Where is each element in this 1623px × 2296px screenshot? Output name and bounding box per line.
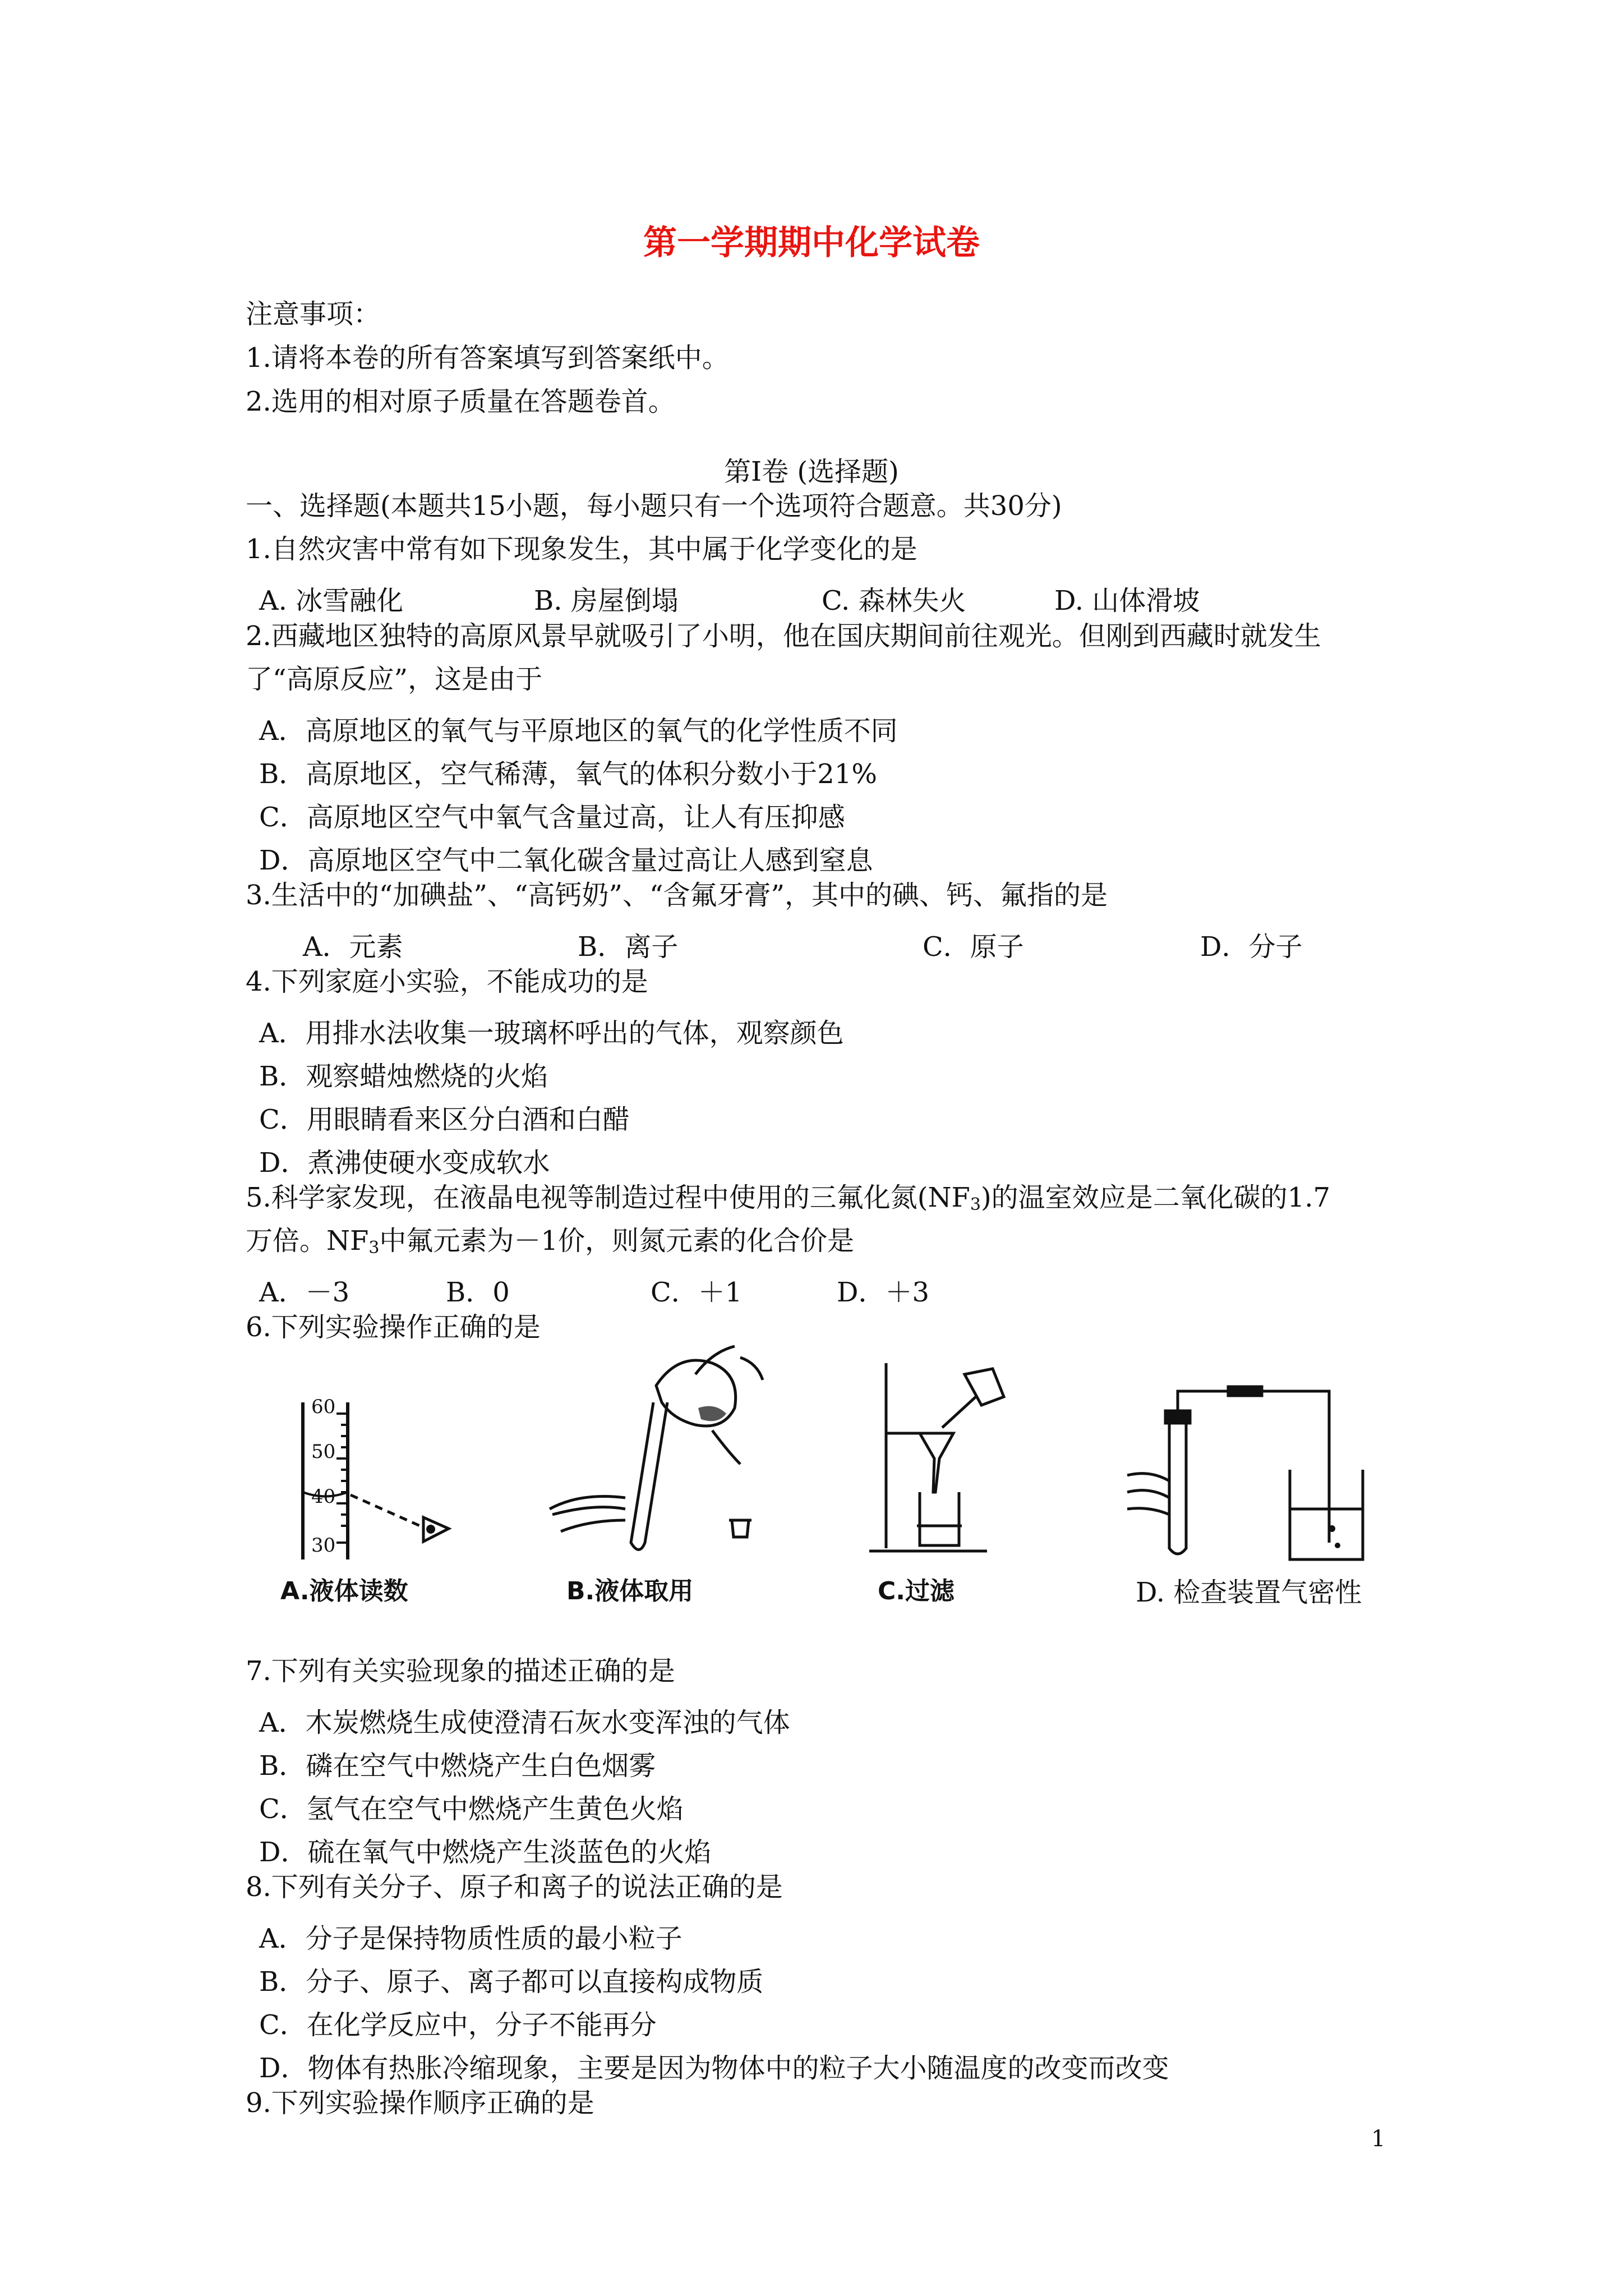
question-7-stem: 7.下列有关实验现象的描述正确的是 xyxy=(246,1655,675,1687)
q7-option-b: B．磷在空气中燃烧产生白色烟雾 xyxy=(259,1750,656,1782)
q5-stem-part: 中氟元素为－1价，则氮元素的化合价是 xyxy=(379,1225,854,1257)
q5-subscript: 3 xyxy=(970,1195,981,1214)
scale-tick: 30 xyxy=(311,1534,336,1557)
q3-option-b: B．离子 xyxy=(578,931,679,963)
figure-filtration xyxy=(864,1358,1021,1565)
q7-option-a: A．木炭燃烧生成使澄清石灰水变浑浊的气体 xyxy=(259,1707,790,1738)
question-6-stem: 6.下列实验操作正确的是 xyxy=(246,1312,541,1343)
q5-subscript: 3 xyxy=(368,1238,380,1258)
notice-item-2: 2.选用的相对原子质量在答题卷首。 xyxy=(246,386,675,417)
question-2-stem-line2: 了“高原反应”，这是由于 xyxy=(246,664,543,695)
q4-option-a: A．用排水法收集一玻璃杯呼出的气体，观察颜色 xyxy=(259,1018,844,1049)
q1-option-a: A. 冰雪融化 xyxy=(259,585,404,616)
q8-option-d: D．物体有热胀冷缩现象，主要是因为物体中的粒子大小随温度的改变而改变 xyxy=(259,2053,1169,2084)
scale-tick: 40 xyxy=(311,1485,336,1508)
q1-option-d: D. 山体滑坡 xyxy=(1054,585,1200,616)
figure-caption-c: C.过滤 xyxy=(878,1577,955,1605)
q7-option-c: C．氢气在空气中燃烧产生黄色火焰 xyxy=(259,1793,684,1825)
notice-heading: 注意事项： xyxy=(246,298,381,330)
q8-option-a: A．分子是保持物质性质的最小粒子 xyxy=(259,1923,683,1954)
question-3-stem: 3.生活中的“加碘盐”、“高钙奶”、“含氟牙膏”，其中的碘、钙、氟指的是 xyxy=(246,880,1108,911)
q7-option-d: D．硫在氧气中燃烧产生淡蓝色的火焰 xyxy=(259,1837,712,1868)
q5-option-c: C．＋1 xyxy=(651,1277,743,1308)
question-8-stem: 8.下列有关分子、原子和离子的说法正确的是 xyxy=(246,1871,783,1903)
q2-option-b: B．高原地区，空气稀薄，氧气的体积分数小于21% xyxy=(259,758,877,790)
q5-stem-part: 万倍。NF xyxy=(246,1225,369,1257)
q1-option-b: B. 房屋倒塌 xyxy=(534,585,679,616)
question-5-stem-line1 xyxy=(246,1184,1330,1213)
q3-option-a: A．元素 xyxy=(303,931,403,963)
figure-airtightness xyxy=(1116,1380,1380,1565)
part-title: 第Ⅰ卷 (选择题) xyxy=(724,456,899,487)
figure-caption-a: A.液体读数 xyxy=(280,1577,408,1605)
q5-stem-part: )的温室效应是二氧化碳的1.7 xyxy=(980,1182,1331,1213)
figure-liquid-taking xyxy=(527,1341,774,1565)
page-title: 第一学期期中化学试卷 xyxy=(643,223,980,263)
q4-option-b: B．观察蜡烛燃烧的火焰 xyxy=(259,1061,548,1092)
scale-tick: 60 xyxy=(311,1396,336,1418)
q2-option-d: D．高原地区空气中二氧化碳含量过高让人感到窒息 xyxy=(259,845,873,876)
question-5-stem-line2 xyxy=(246,1227,854,1257)
q4-option-d: D．煮沸使硬水变成软水 xyxy=(259,1147,550,1179)
question-4-stem: 4.下列家庭小实验，不能成功的是 xyxy=(246,966,648,997)
q2-option-a: A．高原地区的氧气与平原地区的氧气的化学性质不同 xyxy=(259,715,898,747)
q5-option-a: A．－3 xyxy=(259,1277,350,1308)
scale-tick: 50 xyxy=(311,1441,336,1463)
q2-option-c: C．高原地区空气中氧气含量过高，让人有压抑感 xyxy=(259,802,845,833)
figure-caption-b: B.液体取用 xyxy=(566,1577,694,1605)
question-9-stem: 9.下列实验操作顺序正确的是 xyxy=(246,2087,594,2119)
q1-option-c: C. 森林失火 xyxy=(822,585,966,616)
question-2-stem-line1: 2.西藏地区独特的高原风景早就吸引了小明，他在国庆期间前往观光。但刚到西藏时就发生 xyxy=(246,620,1321,652)
q5-option-d: D．＋3 xyxy=(837,1277,930,1308)
q5-option-b: B．0 xyxy=(446,1277,510,1308)
q4-option-c: C．用眼睛看来区分白酒和白醋 xyxy=(259,1104,630,1135)
q3-option-d: D．分子 xyxy=(1200,931,1303,963)
q8-option-c: C．在化学反应中，分子不能再分 xyxy=(259,2009,657,2041)
notice-item-1: 1.请将本卷的所有答案填写到答案纸中。 xyxy=(246,342,729,374)
q3-option-c: C．原子 xyxy=(923,931,1024,963)
figure-caption-d: D. 检查装置气密性 xyxy=(1136,1577,1362,1608)
page-number: 1 xyxy=(1371,2126,1386,2152)
figure-liquid-reading xyxy=(280,1391,482,1559)
question-1-stem: 1.自然灾害中常有如下现象发生，其中属于化学变化的是 xyxy=(246,533,917,565)
section-title: 一、选择题(本题共15小题，每小题只有一个选项符合题意。共30分) xyxy=(246,490,1062,522)
q5-stem-part: 5.科学家发现，在液晶电视等制造过程中使用的三氟化氮(NF xyxy=(246,1182,970,1213)
q8-option-b: B．分子、原子、离子都可以直接构成物质 xyxy=(259,1966,764,1998)
